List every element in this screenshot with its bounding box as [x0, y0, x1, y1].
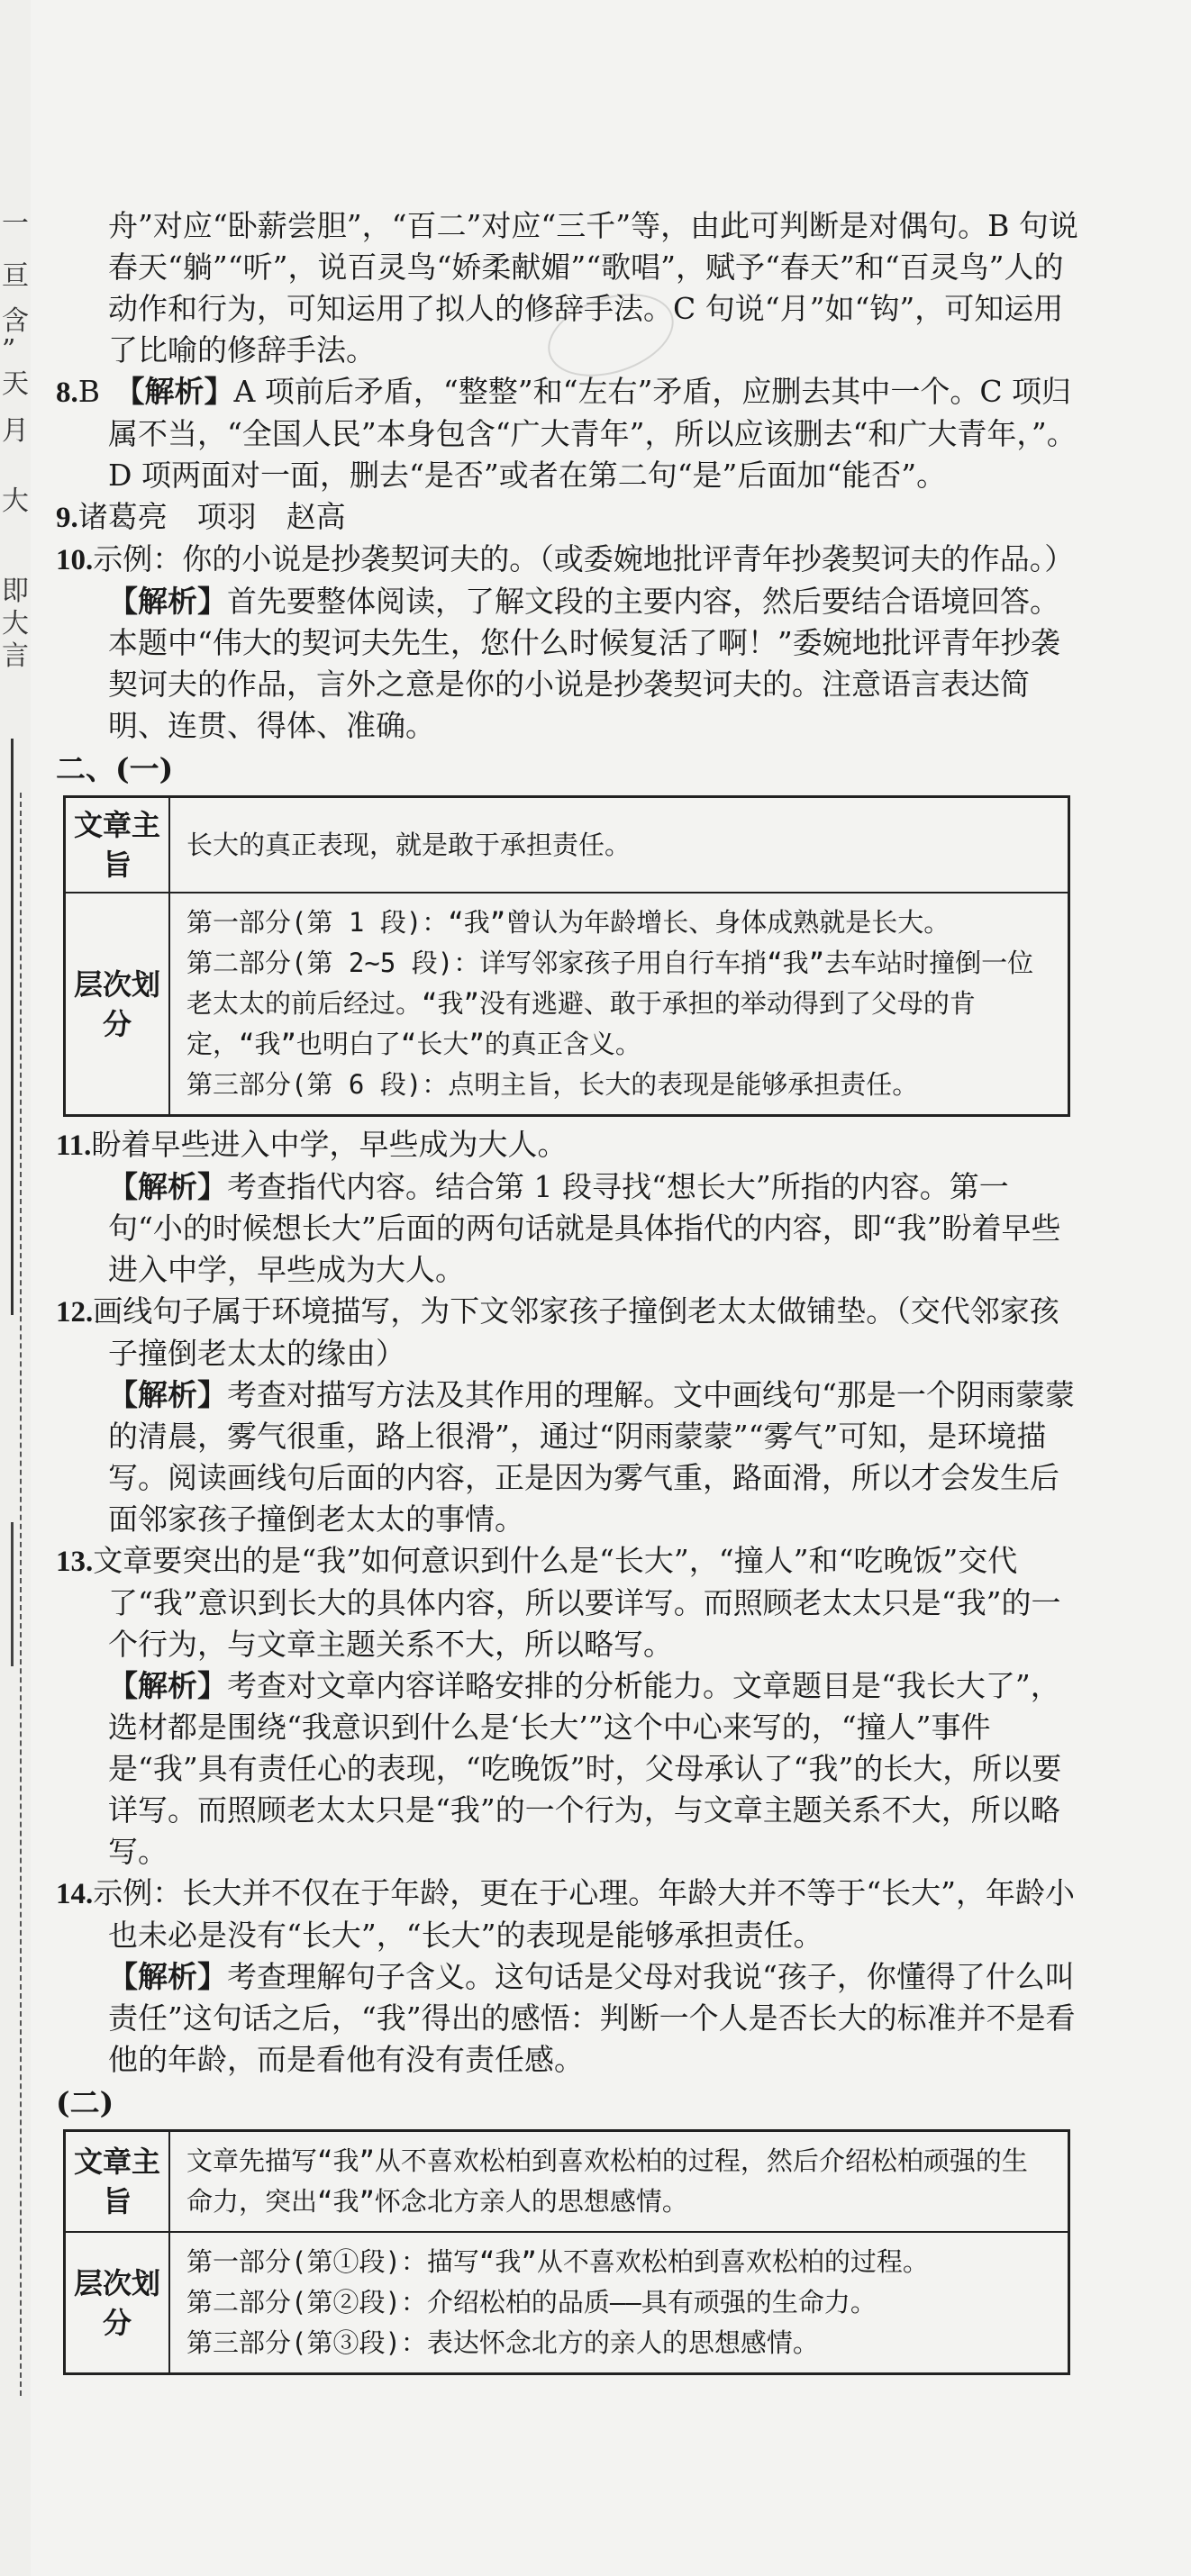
- dashed-cut-line: [20, 793, 22, 2396]
- structure-table-1: [63, 795, 1070, 1117]
- analysis-14: [56, 1956, 1078, 2081]
- part-item: 第一部分(第①段)：描写“我”从不喜欢松柏到喜欢松柏的过程。: [186, 2246, 929, 2277]
- analysis-text: 首先要整体阅读，了解文段的主要内容，然后要结合语境回答。本题中“伟大的契诃夫先生，您什么时候复活了啊！”委婉地批评青年抄袭契诃夫的作品，言外之意是你的小说是抄袭契诃夫的。注意语言表达简明、连贯、得体、准确。: [108, 584, 1060, 743]
- analysis-text: 考查对文章内容详略安排的分析能力。文章题目是“我长大了”，选材都是围绕“我意识到什么是‘长大’”这个中心来写的，“撞人”事件是“我”具有责任心的表现，“吃晚饭”时，父母承认了“我”的长大，所以要详写。而照顾老太太只是“我”的一个行为，与文章主题关系不大，所以略写。: [108, 1668, 1062, 1869]
- answer-choice: B: [77, 374, 101, 409]
- structure-table-2: [63, 2129, 1070, 2375]
- margin-char: 含: [2, 305, 29, 337]
- margin-char: 一: [2, 208, 29, 240]
- parts-label: 层次划分: [65, 2232, 170, 2374]
- analysis-tag: 【解析】: [108, 584, 227, 619]
- analysis-tag: 【解析】: [108, 1169, 227, 1204]
- answer-text: 示例：长大并不仅在于年龄，更在于心理。年龄大并不等于“长大”，年龄小也未必是没有“长大”，“长大”的表现是能够承担责任。: [93, 1875, 1075, 1953]
- theme-text: 长大的真正表现，就是敢于承担责任。: [169, 797, 1069, 893]
- section-heading-2: (二): [56, 2085, 114, 2120]
- margin-char: 大: [2, 485, 29, 517]
- parts-label: 层次划分: [65, 893, 170, 1116]
- analysis-12: [56, 1374, 1078, 1540]
- part-item: 第一部分(第 1 段)：“我”曾认为年龄增长、身体成熟就是长大。: [186, 907, 950, 938]
- margin-char: 亘: [2, 260, 29, 292]
- margin-char: 大: [2, 608, 29, 639]
- analysis-tag: 【解析】: [108, 1668, 227, 1703]
- parts-list: [169, 2232, 1069, 2374]
- part-item: 第三部分(第 6 段)：点明主旨，长大的表现是能够承担责任。: [186, 1069, 919, 1100]
- section-heading-1: 二、(一): [56, 751, 174, 786]
- margin-char: 天: [2, 368, 29, 400]
- answer-text: 文章要突出的是“我”如何意识到什么是“长大”，“撞人”和“吃晚饭”交代了“我”意识到长大的具体内容，所以要详写。而照顾老太太只是“我”的一个行为，与文章主题关系不大，所以略写。: [93, 1543, 1061, 1662]
- answer-item-8: 8.B 【解析】A 项前后矛盾，“整整”和“左右”矛盾，应删去其中一个。C 项归属不当，“全国人民”本身包含“广大青年”，所以应该删去“和广大青年，”。D 项两面对一面，删去“是否”或者在第二句“是”后面加“能否”。: [56, 374, 1077, 493]
- answer-text: 盼着早些进入中学，早些成为大人。: [91, 1127, 568, 1162]
- part-item: 第二部分(第②段)：介绍松柏的品质——具有顽强的生命力。: [186, 2287, 877, 2317]
- answer-item-14: 14.示例：长大并不仅在于年龄，更在于心理。年龄大并不等于“长大”，年龄小也未必是没有“长大”，“长大”的表现是能够承担责任。: [56, 1875, 1075, 1953]
- analysis-text: A 项前后矛盾，“整整”和“左右”矛盾，应删去其中一个。C 项归属不当，“全国人民”本身包含“广大青年”，所以应该删去“和广大青年，”。D 项两面对一面，删去“是否”或者在第二句“是”后面加“能否”。: [108, 374, 1077, 493]
- analysis-tag: 【解析】: [108, 1959, 227, 1994]
- analysis-text: 考查对描写方法及其作用的理解。文中画线句“那是一个阴雨蒙蒙的清晨，雾气很重，路上很滑”，通过“阴雨蒙蒙”“雾气”可知，是环境描写。阅读画线句后面的内容，正是因为雾气重，路面滑，所以才会发生后面邻家孩子撞倒老太太的事情。: [108, 1377, 1075, 1537]
- answer-continuation: 舟”对应“卧薪尝胆”，“百二”对应“三千”等，由此可判断是对偶句。B 句说春天“躺”“听”，说百灵鸟“娇柔献媚”“歌唱”，赋予“春天”和“百灵鸟”人的动作和行为，可知运用了拟人的修辞手法。C 句说“月”如“钩”，可知运用了比喻的修辞手法。: [108, 208, 1078, 367]
- answer-text: 诸葛亮 项羽 赵高: [77, 499, 346, 534]
- answer-item-9: 9.诸葛亮 项羽 赵高: [56, 499, 346, 534]
- analysis-10: [56, 581, 1078, 747]
- answer-text: 画线句子属于环境描写，为下文邻家孩子撞倒老太太做铺垫。（交代邻家孩子撞倒老太太的缘由）: [93, 1293, 1059, 1371]
- answer-item-11: 11.盼着早些进入中学，早些成为大人。: [56, 1127, 568, 1162]
- analysis-11: [56, 1166, 1078, 1291]
- analysis-tag: 【解析】: [108, 1377, 227, 1412]
- parts-list: [169, 893, 1069, 1116]
- answer-text: 示例：你的小说是抄袭契诃夫的。（或委婉地批评青年抄袭契诃夫的作品。）: [93, 541, 1075, 576]
- theme-label: 文章主旨: [65, 797, 170, 893]
- analysis-text: 考查指代内容。结合第 1 段寻找“想长大”所指的内容。第一句“小的时候想长大”后面的两句话就是具体指代的内容，即“我”盼着早些进入中学，早些成为大人。: [108, 1169, 1061, 1287]
- margin-rule: [11, 739, 14, 1315]
- analysis-text: 考查理解句子含义。这句话是父母对我说“孩子，你懂得了什么叫责任”这句话之后，“我”得出的感悟：判断一个人是否长大的标准并不是看他的年龄，而是看他有没有责任感。: [108, 1959, 1076, 2077]
- analysis-13: [56, 1665, 1078, 1873]
- left-margin-strip: [0, 0, 31, 2576]
- margin-rule: [11, 1522, 14, 1666]
- part-item: 第二部分(第 2~5 段)：详写邻家孩子用自行车捎“我”去车站时撞倒一位老太太的前后经过。“我”没有逃避、敢于承担的举动得到了父母的肯定，“我”也明白了“长大”的真正含义。: [186, 948, 1034, 1059]
- answer-item-12: 12.画线句子属于环境描写，为下文邻家孩子撞倒老太太做铺垫。（交代邻家孩子撞倒老太太的缘由）: [56, 1293, 1059, 1371]
- margin-char: 月: [2, 415, 29, 447]
- margin-char: 言: [2, 640, 29, 672]
- part-item: 第三部分(第③段)：表达怀念北方的亲人的思想感情。: [186, 2327, 819, 2358]
- answer-item-10: 10.示例：你的小说是抄袭契诃夫的。（或委婉地批评青年抄袭契诃夫的作品。）: [56, 541, 1075, 576]
- theme-label: 文章主旨: [65, 2131, 170, 2233]
- answer-content: [56, 205, 1078, 2382]
- margin-char: 即: [2, 576, 29, 607]
- margin-char: ”: [2, 334, 16, 366]
- analysis-tag: 【解析】: [130, 374, 234, 409]
- answer-item-13: 13.文章要突出的是“我”如何意识到什么是“长大”，“撞人”和“吃晚饭”交代了“我”意识到长大的具体内容，所以要详写。而照顾老太太只是“我”的一个行为，与文章主题关系不大，所以略写。: [56, 1543, 1061, 1662]
- theme-text: 文章先描写“我”从不喜欢松柏到喜欢松柏的过程，然后介绍松柏顽强的生命力，突出“我”怀念北方亲人的思想感情。: [169, 2131, 1069, 2233]
